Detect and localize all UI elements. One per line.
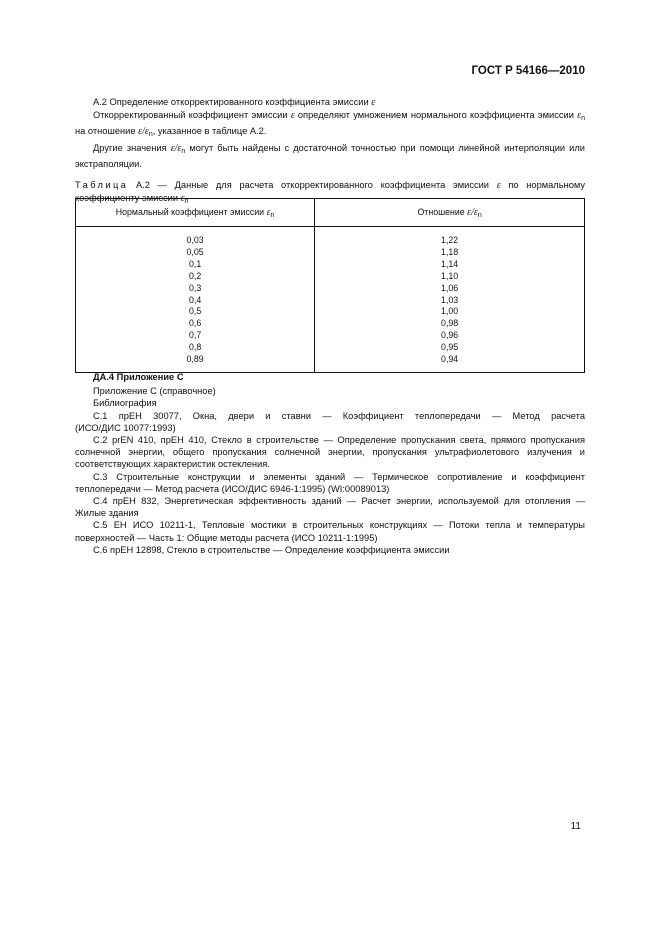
subscript: n bbox=[270, 211, 275, 219]
caption-label: Таблица bbox=[75, 180, 129, 191]
bib-item-c5: С.5 ЕН ИСО 10211-1, Тепловые мостики в строительных конструкциях — Потоки тепла и температуры поверхностей — Часть 1: Общие методы расчета (ИСО 10211-1:1995) bbox=[75, 520, 585, 543]
ratio-value: 0,98 bbox=[441, 318, 459, 329]
data-table bbox=[75, 198, 585, 373]
ratio-value: 1,00 bbox=[441, 306, 459, 317]
text: Другие значения bbox=[93, 142, 167, 153]
epsilon: ε bbox=[577, 110, 582, 122]
bib-item-c1: С.1 прЕН 30077, Окна, двери и ставни — Коэффициент теплопередачи — Метод расчета bbox=[93, 410, 585, 421]
bib-item-c3: С.3 Строительные конструкции и элементы зданий — Термическое сопротивление и коэффициент теплопередачи — Метод расчета (ИСО/ДИС 6946-1:1995) (WI:00089013) bbox=[75, 471, 585, 494]
normal-value: 0,2 bbox=[188, 270, 202, 281]
section-heading: ДА.4 Приложение С bbox=[93, 372, 184, 382]
ratio-value: 0,94 bbox=[441, 354, 459, 365]
ratio-value: 1,14 bbox=[441, 258, 459, 269]
normal-values-column bbox=[76, 227, 315, 373]
section-a2 bbox=[75, 96, 585, 208]
ratio-value: 1,03 bbox=[441, 294, 459, 305]
normal-value: 0,03 bbox=[186, 235, 204, 245]
ratio-value: 0,96 bbox=[441, 330, 459, 341]
ratio: ε/ε bbox=[467, 206, 478, 218]
subscript: n bbox=[477, 211, 482, 219]
epsilon: ε bbox=[496, 180, 501, 192]
ratio: ε/ε bbox=[170, 142, 182, 154]
paragraph bbox=[75, 142, 585, 170]
normal-value: 0,3 bbox=[188, 282, 202, 293]
epsilon: ε bbox=[180, 193, 185, 205]
epsilon: ε bbox=[371, 97, 376, 108]
ratio-value: 1,06 bbox=[441, 282, 459, 293]
text: , указанное в таблице А.2. bbox=[152, 126, 267, 137]
normal-value: 0,4 bbox=[188, 294, 202, 305]
epsilon: ε bbox=[290, 110, 295, 122]
normal-value: 0,89 bbox=[186, 354, 204, 365]
normal-value: 0,1 bbox=[188, 258, 202, 269]
heading-text: А.2 Определение откорректированного коэффициента эмиссии bbox=[93, 97, 369, 107]
paragraph bbox=[75, 109, 585, 141]
document-code: ГОСТ Р 54166—2010 bbox=[471, 65, 585, 77]
ratio-value: 0,95 bbox=[441, 342, 459, 353]
subscript: n bbox=[148, 131, 153, 139]
ratio: ε/ε bbox=[138, 126, 149, 138]
caption-text: по нормальному коэффициенту эмиссии bbox=[75, 180, 586, 204]
annex-title: Приложение С (справочное) bbox=[93, 386, 216, 397]
normal-value: 0,8 bbox=[188, 342, 202, 353]
header-text: Нормальный коэффициент эмиссии bbox=[115, 206, 265, 217]
ratio-value: 1,10 bbox=[441, 270, 459, 281]
subscript: n bbox=[581, 115, 585, 123]
bib-item-c4: С.4 прЕН 832, Энергетическая эффективность зданий — Расчет энергии, используемой для отопления — Жилые здания bbox=[75, 496, 585, 519]
normal-value: 0,6 bbox=[188, 318, 202, 329]
section-da4 bbox=[75, 371, 585, 556]
epsilon: ε bbox=[266, 206, 271, 218]
ratio-values-column bbox=[315, 227, 585, 373]
page-number: 11 bbox=[570, 821, 581, 832]
normal-value: 0,7 bbox=[188, 330, 202, 341]
text: на отношение bbox=[75, 126, 136, 137]
text: определяют умножением нормального коэффициента эмиссии bbox=[297, 110, 574, 121]
subscript: n bbox=[184, 198, 189, 206]
section-heading bbox=[75, 96, 585, 109]
header-text: Отношение bbox=[417, 206, 465, 217]
table-body-row bbox=[76, 227, 585, 373]
ratio-value: 1,18 bbox=[441, 246, 459, 257]
text: Откорректированный коэффициент эмиссии bbox=[93, 110, 288, 121]
bib-item-c2: С.2 prEN 410, прЕН 410, Стекло в строительстве — Определение пропускания света, прямого пропускания солнечной энергии, общего пропускания солнечной энергии, пропускания ультрафиолетового излучения и соответствующих характеристик остекления. bbox=[75, 435, 585, 470]
table-header-row bbox=[76, 199, 585, 227]
normal-value: 0,05 bbox=[186, 246, 204, 257]
text: могут быть найдены с достаточной точностью при помощи линейной интерполяции или экстраполяции. bbox=[75, 142, 585, 169]
bibliography-title: Библиография bbox=[93, 398, 157, 409]
normal-value: 0,5 bbox=[188, 306, 202, 317]
caption-text: А.2 — Данные для расчета откорректированного коэффициента эмиссии bbox=[135, 180, 490, 191]
ratio-value: 1,22 bbox=[441, 235, 459, 245]
column-header-ratio bbox=[315, 199, 585, 227]
bib-item-c1-cont: (ИСО/ДИС 10077:1993) bbox=[75, 422, 176, 433]
bib-item-c6: С.6 прЕН 12898, Стекло в строительстве — Определение коэффициента эмиссии bbox=[93, 544, 450, 555]
column-header-normal bbox=[76, 199, 315, 227]
subscript: n bbox=[181, 147, 186, 155]
